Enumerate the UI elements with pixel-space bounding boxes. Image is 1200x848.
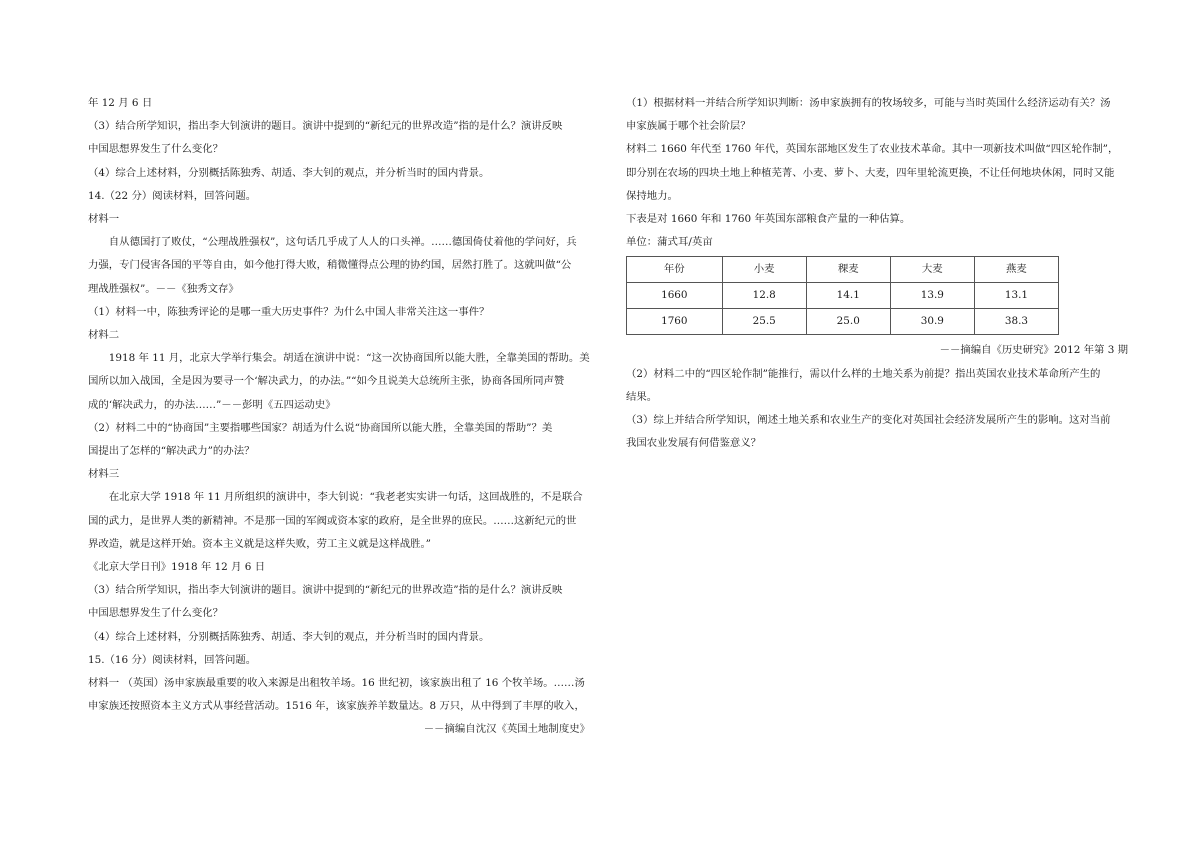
text-line: 保持地力。	[626, 189, 678, 202]
table-header: 小麦	[722, 257, 806, 283]
text-line: 成的‘解决武力，的办法……”－－彭明《五四运动史》	[88, 398, 336, 411]
table-header: 燕麦	[974, 257, 1058, 283]
table-row	[627, 309, 1059, 335]
table-header: 年份	[627, 257, 723, 283]
question-14-heading: 14.（22 分）阅读材料，回答问题。	[88, 189, 257, 202]
text-line: 年 12 月 6 日	[88, 97, 153, 109]
text-line: 材料一 （英国）汤申家族最重要的收入来源是出租牧羊场。16 世纪初，该家族出租了 16 个牧羊场。……汤	[88, 677, 585, 690]
table-header-row	[627, 257, 1059, 283]
grain-yield-table	[626, 256, 1059, 335]
text-line: 中国思想界发生了什么变化？	[88, 143, 224, 156]
text-line: 中国思想界发生了什么变化？	[88, 607, 224, 620]
text-line: （3）综上并结合所学知识，阐述土地关系和农业生产的变化对英国社会经济发展所产生的影响。这对当前	[626, 414, 1111, 427]
text-line: 申家族属于哪个社会阶层？	[626, 120, 751, 133]
table-cell: 13.9	[890, 283, 974, 309]
text-line: 申家族还按照资本主义方式从事经营活动。1516 年，该家族养羊数量达。8 万只，从中得到了丰厚的收入，	[88, 700, 585, 713]
material-label: 材料三	[88, 468, 120, 481]
text-line: 即分别在农场的四块土地上种植芜菁、小麦、萝卜、大麦，四年里轮流更换，不让任何地块休闲，同时又能	[626, 166, 1115, 179]
table-header: 稞麦	[806, 257, 890, 283]
table-row	[627, 283, 1059, 309]
text-line: 国所以加入战国，全是因为要寻一个‘解决武力，的办法。”“如今且说美大总统所主张，协商各国所同声赞	[88, 375, 565, 388]
text-line: 理战胜强权”。－－《独秀文存》	[88, 282, 239, 295]
text-line: 力强，专门侵害各国的平等自由，如今他打得大败，稍微懂得点公理的协约国，居然打胜了。这就叫做“公	[88, 259, 572, 272]
text-line: （1）材料一中，陈独秀评论的是哪一重大历史事件？为什么中国人非常关注这一事件？	[88, 305, 490, 318]
table-cell: 1760	[627, 309, 723, 335]
table-unit-label: 单位：蒲式耳/英亩	[626, 236, 713, 249]
text-line: （2）材料二中的“四区轮作制”能推行，需以什么样的土地关系为前提？指出英国农业技术革命所产生的	[626, 367, 1101, 380]
text-line: 我国农业发展有何借鉴意义？	[626, 437, 762, 450]
right-column	[626, 92, 1128, 455]
text-line: （4）综合上述材料，分别概括陈独秀、胡适、李大钊的观点，并分析当时的国内背景。	[88, 630, 490, 643]
left-column	[88, 92, 590, 742]
text-line: 国的武力，是世界人类的新精神。不是那一国的军阀或资本家的政府，是全世界的庶民。……这新纪元的世	[88, 514, 577, 527]
text-line: （4）综合上述材料，分别概括陈独秀、胡适、李大钊的观点，并分析当时的国内背景。	[88, 166, 490, 179]
question-15-heading: 15.（16 分）阅读材料，回答问题。	[88, 653, 257, 666]
table-cell: 30.9	[890, 309, 974, 335]
table-cell: 38.3	[974, 309, 1058, 335]
text-line: 《北京大学日刊》1918 年 12 月 6 日	[88, 561, 266, 574]
text-line: （3）结合所学知识，指出李大钊演讲的题目。演讲中提到的“新纪元的世界改造”指的是什么？演讲反映	[88, 120, 563, 133]
text-line: 自从德国打了败仗，“公理战胜强权”，这句话几乎成了人人的口头禅。……德国倚仗着他的学问好，兵	[108, 236, 577, 249]
table-cell: 25.5	[722, 309, 806, 335]
table-cell: 1660	[627, 283, 723, 309]
table-cell: 14.1	[806, 283, 890, 309]
text-line: 界改造，就是这样开始。资本主义就是这样失败，劳工主义就是这样战胜。”	[88, 537, 431, 550]
table-cell: 13.1	[974, 283, 1058, 309]
material-label: 材料一	[88, 213, 120, 226]
text-line: 在北京大学 1918 年 11 月所组织的演讲中，李大钊说：“我老老实实讲一句话，这回战胜的，不是联合	[108, 491, 583, 504]
material-label: 材料二	[88, 329, 120, 342]
table-cell: 25.0	[806, 309, 890, 335]
text-line: 结果。	[626, 390, 658, 403]
text-line: （2）材料二中的“协商国”主要指哪些国家？胡适为什么说“协商国所以能大胜，全靠美国的帮助”？美	[88, 421, 553, 434]
text-line: 材料二 1660 年代至 1760 年代，英国东部地区发生了农业技术革命。其中一项新技术叫做“四区轮作制”，	[626, 143, 1119, 156]
text-line: 下表是对 1660 年和 1760 年英国东部粮食产量的一种估算。	[626, 213, 911, 226]
text-line: 国提出了怎样的“解决武力”的办法？	[88, 445, 255, 458]
text-line: （3）结合所学知识，指出李大钊演讲的题目。演讲中提到的“新纪元的世界改造”指的是什么？演讲反映	[88, 584, 563, 597]
text-line: 1918 年 11 月，北京大学举行集会。胡适在演讲中说：“这一次协商国所以能大胜，全靠美国的帮助。美	[108, 352, 590, 365]
table-header: 大麦	[890, 257, 974, 283]
table-cell: 12.8	[722, 283, 806, 309]
source-citation: －－摘编自沈汉《英国土地制度史》	[423, 723, 590, 736]
text-line: （1）根据材料一并结合所学知识判断：汤申家族拥有的牧场较多，可能与当时英国什么经济运动有关？汤	[626, 97, 1111, 109]
source-citation: －－摘编自《历史研究》2012 年第 3 期	[939, 344, 1128, 357]
